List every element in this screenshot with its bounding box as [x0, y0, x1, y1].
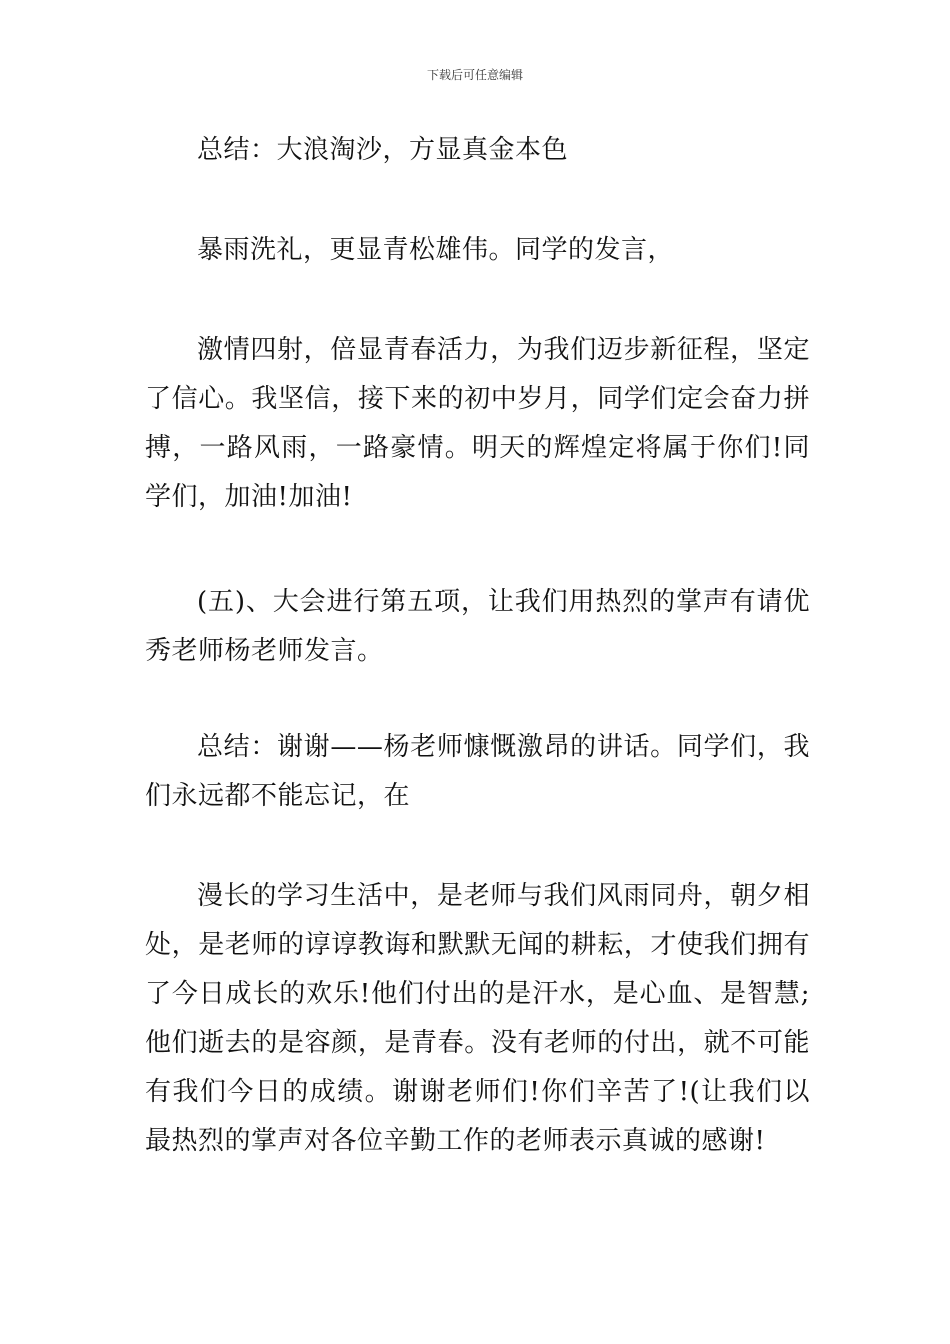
paragraph-item-five: (五)、大会进行第五项，让我们用热烈的掌声有请优秀老师杨老师发言。: [145, 587, 810, 666]
paragraph-passion: 激情四射，倍显青春活力，为我们迈步新征程，坚定了信心。我坚信，接下来的初中岁月，同学们定会奋力拼搏，一路风雨，一路豪情。明天的辉煌定将属于你们!同学们，加油!加油!: [145, 335, 810, 512]
paragraph-summary-thanks: 总结：谢谢——杨老师慷慨激昂的讲话。同学们，我们永远都不能忘记，在: [145, 732, 810, 811]
paragraph-storm: 暴雨洗礼，更显青松雄伟。同学的发言，: [197, 235, 675, 265]
paragraph-teachers: 漫长的学习生活中，是老师与我们风雨同舟，朝夕相处，是老师的谆谆教诲和默默无闻的耕耘，才使我们拥有了今日成长的欢乐!他们付出的是汗水，是心血、是智慧;他们逝去的是容颜，是青春。没有老师的付出，就不可能有我们今日的成绩。谢谢老师们!你们辛苦了!(让我们以最热烈的掌声对各位辛勤工作的老师表示真诚的感谢!: [145, 881, 810, 1156]
header-note: 下载后可任意编辑: [426, 68, 523, 82]
paragraph-summary-title: 总结：大浪淘沙，方显真金本色: [197, 135, 569, 165]
